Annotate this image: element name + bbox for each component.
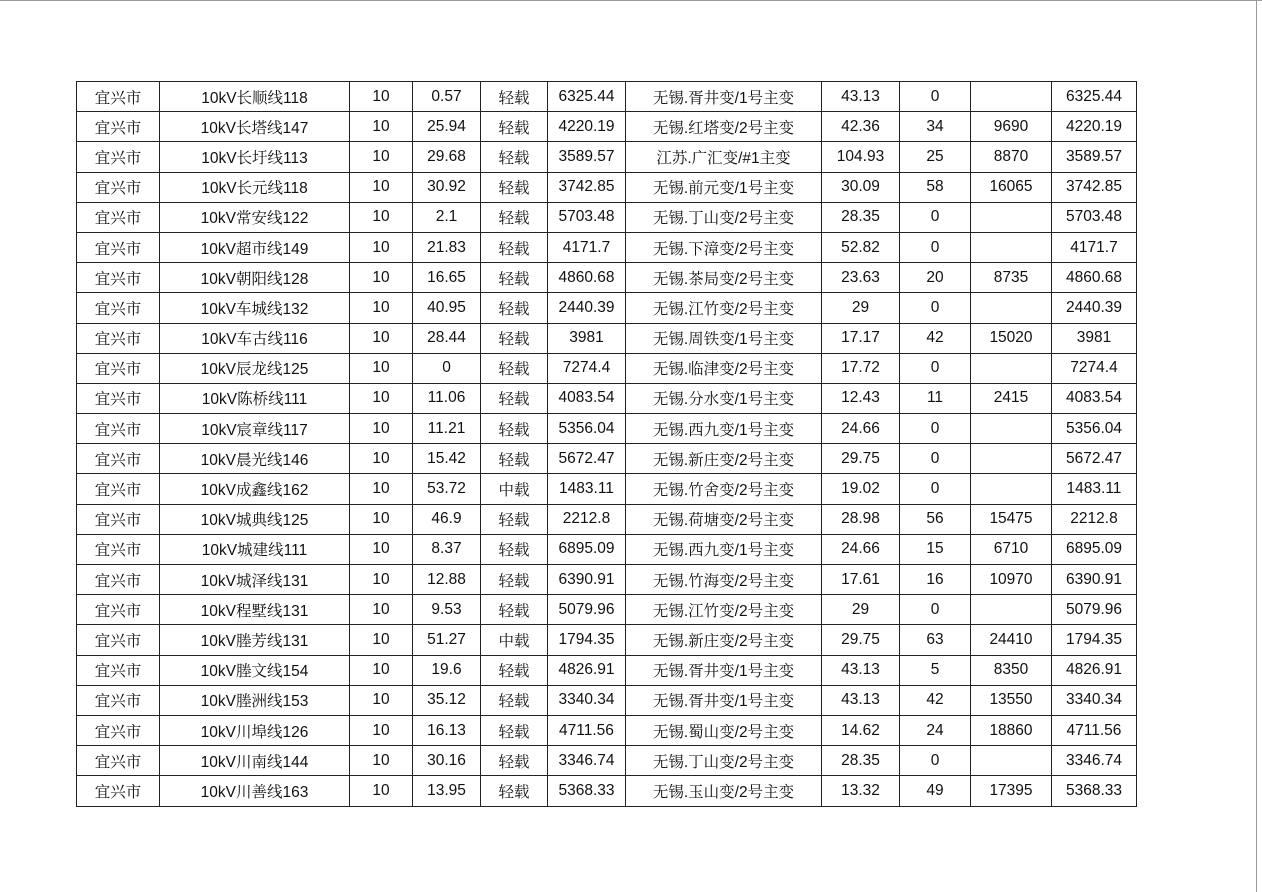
transformer-cell: 无锡.玉山变/2号主变	[626, 776, 822, 806]
load-status-cell: 轻载	[481, 172, 548, 202]
city-cell: 宜兴市	[77, 383, 160, 413]
line-name-cell: 10kV城建线111	[160, 534, 350, 564]
capacity-cell: 3340.34	[548, 685, 626, 715]
count-cell: 0	[900, 353, 971, 383]
load-rate-cell: 8.37	[413, 534, 481, 564]
transformer-cell: 无锡.新庄变/2号主变	[626, 625, 822, 655]
remaining-cell: 5368.33	[1052, 776, 1137, 806]
count-cell: 20	[900, 263, 971, 293]
transformer-cell: 无锡.胥井变/1号主变	[626, 685, 822, 715]
transformer-cell: 无锡.前元变/1号主变	[626, 172, 822, 202]
count-cell: 0	[900, 232, 971, 262]
table-row	[77, 715, 1137, 745]
transformer-cell: 无锡.丁山变/2号主变	[626, 202, 822, 232]
amount-cell: 8735	[971, 263, 1052, 293]
amount-cell: 9690	[971, 112, 1052, 142]
amount-cell: 6710	[971, 534, 1052, 564]
line-name-cell: 10kV川南线144	[160, 746, 350, 776]
load-status-cell: 轻载	[481, 746, 548, 776]
transformer-load-cell: 29.75	[822, 625, 900, 655]
load-rate-cell: 0	[413, 353, 481, 383]
capacity-cell: 3346.74	[548, 746, 626, 776]
city-cell: 宜兴市	[77, 263, 160, 293]
amount-cell	[971, 293, 1052, 323]
voltage-cell: 10	[350, 112, 413, 142]
city-cell: 宜兴市	[77, 595, 160, 625]
transformer-load-cell: 23.63	[822, 263, 900, 293]
capacity-cell: 2440.39	[548, 293, 626, 323]
city-cell: 宜兴市	[77, 232, 160, 262]
remaining-cell: 7274.4	[1052, 353, 1137, 383]
capacity-cell: 3742.85	[548, 172, 626, 202]
table-row	[77, 414, 1137, 444]
transformer-cell: 无锡.胥井变/1号主变	[626, 655, 822, 685]
city-cell: 宜兴市	[77, 82, 160, 112]
count-cell: 11	[900, 383, 971, 413]
transformer-cell: 无锡.临津变/2号主变	[626, 353, 822, 383]
table-row	[77, 202, 1137, 232]
transformer-load-cell: 24.66	[822, 534, 900, 564]
amount-cell: 2415	[971, 383, 1052, 413]
table-row	[77, 353, 1137, 383]
load-status-cell: 轻载	[481, 142, 548, 172]
transformer-load-cell: 42.36	[822, 112, 900, 142]
count-cell: 0	[900, 293, 971, 323]
voltage-cell: 10	[350, 595, 413, 625]
table-row	[77, 625, 1137, 655]
count-cell: 15	[900, 534, 971, 564]
city-cell: 宜兴市	[77, 112, 160, 142]
count-cell: 56	[900, 504, 971, 534]
table-row	[77, 232, 1137, 262]
load-rate-cell: 40.95	[413, 293, 481, 323]
transformer-cell: 无锡.胥井变/1号主变	[626, 82, 822, 112]
remaining-cell: 6390.91	[1052, 565, 1137, 595]
amount-cell	[971, 353, 1052, 383]
city-cell: 宜兴市	[77, 746, 160, 776]
amount-cell: 15475	[971, 504, 1052, 534]
load-rate-cell: 15.42	[413, 444, 481, 474]
load-rate-cell: 13.95	[413, 776, 481, 806]
amount-cell: 8350	[971, 655, 1052, 685]
amount-cell: 17395	[971, 776, 1052, 806]
line-name-cell: 10kV川埠线126	[160, 715, 350, 745]
line-name-cell: 10kV塍芳线131	[160, 625, 350, 655]
amount-cell	[971, 232, 1052, 262]
capacity-cell: 5368.33	[548, 776, 626, 806]
load-status-cell: 中载	[481, 625, 548, 655]
page-top-edge	[0, 0, 1262, 1]
count-cell: 25	[900, 142, 971, 172]
capacity-cell: 1483.11	[548, 474, 626, 504]
city-cell: 宜兴市	[77, 685, 160, 715]
count-cell: 34	[900, 112, 971, 142]
line-name-cell: 10kV长顺线118	[160, 82, 350, 112]
load-rate-cell: 11.21	[413, 414, 481, 444]
load-status-cell: 轻载	[481, 232, 548, 262]
transformer-load-cell: 17.17	[822, 323, 900, 353]
table-body	[77, 82, 1137, 807]
table-row	[77, 142, 1137, 172]
count-cell: 24	[900, 715, 971, 745]
transformer-cell: 无锡.新庄变/2号主变	[626, 444, 822, 474]
load-status-cell: 轻载	[481, 444, 548, 474]
load-status-cell: 轻载	[481, 414, 548, 444]
amount-cell	[971, 444, 1052, 474]
capacity-cell: 4860.68	[548, 263, 626, 293]
load-status-cell: 轻载	[481, 776, 548, 806]
remaining-cell: 2212.8	[1052, 504, 1137, 534]
voltage-cell: 10	[350, 202, 413, 232]
voltage-cell: 10	[350, 625, 413, 655]
capacity-cell: 3589.57	[548, 142, 626, 172]
amount-cell	[971, 474, 1052, 504]
load-rate-cell: 46.9	[413, 504, 481, 534]
count-cell: 42	[900, 323, 971, 353]
load-rate-cell: 19.6	[413, 655, 481, 685]
line-name-cell: 10kV朝阳线128	[160, 263, 350, 293]
transformer-load-cell: 14.62	[822, 715, 900, 745]
remaining-cell: 4171.7	[1052, 232, 1137, 262]
count-cell: 49	[900, 776, 971, 806]
table-row	[77, 112, 1137, 142]
remaining-cell: 4083.54	[1052, 383, 1137, 413]
transformer-load-cell: 24.66	[822, 414, 900, 444]
transformer-load-cell: 29	[822, 293, 900, 323]
capacity-cell: 6895.09	[548, 534, 626, 564]
transformer-cell: 无锡.丁山变/2号主变	[626, 746, 822, 776]
city-cell: 宜兴市	[77, 353, 160, 383]
count-cell: 58	[900, 172, 971, 202]
capacity-cell: 4711.56	[548, 715, 626, 745]
transformer-load-cell: 17.72	[822, 353, 900, 383]
load-rate-cell: 30.16	[413, 746, 481, 776]
line-name-cell: 10kV车古线116	[160, 323, 350, 353]
amount-cell: 13550	[971, 685, 1052, 715]
load-status-cell: 中载	[481, 474, 548, 504]
count-cell: 42	[900, 685, 971, 715]
line-name-cell: 10kV辰龙线125	[160, 353, 350, 383]
city-cell: 宜兴市	[77, 172, 160, 202]
load-status-cell: 轻载	[481, 655, 548, 685]
voltage-cell: 10	[350, 746, 413, 776]
load-status-cell: 轻载	[481, 353, 548, 383]
city-cell: 宜兴市	[77, 625, 160, 655]
load-rate-cell: 12.88	[413, 565, 481, 595]
table-row	[77, 655, 1137, 685]
table-row	[77, 504, 1137, 534]
city-cell: 宜兴市	[77, 655, 160, 685]
line-name-cell: 10kV陈桥线111	[160, 383, 350, 413]
amount-cell: 18860	[971, 715, 1052, 745]
remaining-cell: 3589.57	[1052, 142, 1137, 172]
city-cell: 宜兴市	[77, 715, 160, 745]
table-row	[77, 565, 1137, 595]
city-cell: 宜兴市	[77, 444, 160, 474]
line-name-cell: 10kV晨光线146	[160, 444, 350, 474]
load-rate-cell: 28.44	[413, 323, 481, 353]
count-cell: 0	[900, 595, 971, 625]
capacity-cell: 6325.44	[548, 82, 626, 112]
load-rate-cell: 11.06	[413, 383, 481, 413]
transformer-cell: 无锡.蜀山变/2号主变	[626, 715, 822, 745]
city-cell: 宜兴市	[77, 534, 160, 564]
voltage-cell: 10	[350, 323, 413, 353]
transformer-load-cell: 30.09	[822, 172, 900, 202]
transformer-cell: 无锡.周铁变/1号主变	[626, 323, 822, 353]
remaining-cell: 6325.44	[1052, 82, 1137, 112]
remaining-cell: 4220.19	[1052, 112, 1137, 142]
line-name-cell: 10kV长塔线147	[160, 112, 350, 142]
line-name-cell: 10kV程墅线131	[160, 595, 350, 625]
table-row	[77, 293, 1137, 323]
load-rate-cell: 30.92	[413, 172, 481, 202]
count-cell: 0	[900, 202, 971, 232]
capacity-cell: 3981	[548, 323, 626, 353]
capacity-cell: 6390.91	[548, 565, 626, 595]
load-status-cell: 轻载	[481, 263, 548, 293]
amount-cell: 15020	[971, 323, 1052, 353]
load-rate-cell: 0.57	[413, 82, 481, 112]
transformer-load-cell: 12.43	[822, 383, 900, 413]
voltage-cell: 10	[350, 444, 413, 474]
amount-cell: 24410	[971, 625, 1052, 655]
table-row	[77, 474, 1137, 504]
load-status-cell: 轻载	[481, 595, 548, 625]
count-cell: 63	[900, 625, 971, 655]
load-status-cell: 轻载	[481, 534, 548, 564]
line-name-cell: 10kV车城线132	[160, 293, 350, 323]
load-status-cell: 轻载	[481, 293, 548, 323]
transformer-load-cell: 17.61	[822, 565, 900, 595]
count-cell: 0	[900, 444, 971, 474]
line-name-cell: 10kV城泽线131	[160, 565, 350, 595]
remaining-cell: 2440.39	[1052, 293, 1137, 323]
capacity-cell: 4171.7	[548, 232, 626, 262]
capacity-cell: 4083.54	[548, 383, 626, 413]
page-right-edge	[1256, 0, 1257, 892]
city-cell: 宜兴市	[77, 414, 160, 444]
voltage-cell: 10	[350, 172, 413, 202]
count-cell: 0	[900, 82, 971, 112]
amount-cell	[971, 82, 1052, 112]
voltage-cell: 10	[350, 383, 413, 413]
voltage-cell: 10	[350, 474, 413, 504]
table-row	[77, 172, 1137, 202]
city-cell: 宜兴市	[77, 293, 160, 323]
remaining-cell: 3340.34	[1052, 685, 1137, 715]
transformer-cell: 江苏.广汇变/#1主变	[626, 142, 822, 172]
load-status-cell: 轻载	[481, 685, 548, 715]
table-row	[77, 82, 1137, 112]
voltage-cell: 10	[350, 504, 413, 534]
remaining-cell: 3346.74	[1052, 746, 1137, 776]
transformer-cell: 无锡.红塔变/2号主变	[626, 112, 822, 142]
capacity-cell: 5079.96	[548, 595, 626, 625]
transformer-cell: 无锡.竹舍变/2号主变	[626, 474, 822, 504]
load-rate-cell: 35.12	[413, 685, 481, 715]
voltage-cell: 10	[350, 293, 413, 323]
line-name-cell: 10kV超市线149	[160, 232, 350, 262]
remaining-cell: 6895.09	[1052, 534, 1137, 564]
line-name-cell: 10kV常安线122	[160, 202, 350, 232]
load-status-cell: 轻载	[481, 112, 548, 142]
transformer-load-cell: 43.13	[822, 685, 900, 715]
transformer-cell: 无锡.荷塘变/2号主变	[626, 504, 822, 534]
amount-cell: 16065	[971, 172, 1052, 202]
line-name-cell: 10kV塍洲线153	[160, 685, 350, 715]
transformer-load-cell: 29.75	[822, 444, 900, 474]
city-cell: 宜兴市	[77, 142, 160, 172]
amount-cell	[971, 595, 1052, 625]
transformer-cell: 无锡.江竹变/2号主变	[626, 595, 822, 625]
capacity-cell: 4220.19	[548, 112, 626, 142]
load-rate-cell: 53.72	[413, 474, 481, 504]
transformer-cell: 无锡.西九变/1号主变	[626, 414, 822, 444]
load-rate-cell: 9.53	[413, 595, 481, 625]
line-name-cell: 10kV城典线125	[160, 504, 350, 534]
load-status-cell: 轻载	[481, 504, 548, 534]
table-row	[77, 444, 1137, 474]
voltage-cell: 10	[350, 685, 413, 715]
remaining-cell: 4860.68	[1052, 263, 1137, 293]
transformer-load-cell: 28.98	[822, 504, 900, 534]
load-status-cell: 轻载	[481, 383, 548, 413]
voltage-cell: 10	[350, 715, 413, 745]
transformer-load-cell: 104.93	[822, 142, 900, 172]
amount-cell	[971, 202, 1052, 232]
table-row	[77, 776, 1137, 806]
table-row	[77, 323, 1137, 353]
capacity-cell: 5356.04	[548, 414, 626, 444]
transformer-load-cell: 28.35	[822, 746, 900, 776]
line-name-cell: 10kV成鑫线162	[160, 474, 350, 504]
table-row	[77, 263, 1137, 293]
capacity-cell: 5703.48	[548, 202, 626, 232]
transformer-cell: 无锡.江竹变/2号主变	[626, 293, 822, 323]
line-name-cell: 10kV长元线118	[160, 172, 350, 202]
transformer-cell: 无锡.下漳变/2号主变	[626, 232, 822, 262]
capacity-cell: 2212.8	[548, 504, 626, 534]
load-rate-cell: 2.1	[413, 202, 481, 232]
load-rate-cell: 21.83	[413, 232, 481, 262]
remaining-cell: 4711.56	[1052, 715, 1137, 745]
voltage-cell: 10	[350, 232, 413, 262]
table-row	[77, 595, 1137, 625]
transformer-cell: 无锡.分水变/1号主变	[626, 383, 822, 413]
city-cell: 宜兴市	[77, 504, 160, 534]
transformer-load-cell: 13.32	[822, 776, 900, 806]
transformer-load-cell: 28.35	[822, 202, 900, 232]
load-rate-cell: 29.68	[413, 142, 481, 172]
count-cell: 5	[900, 655, 971, 685]
remaining-cell: 3981	[1052, 323, 1137, 353]
transformer-load-cell: 29	[822, 595, 900, 625]
city-cell: 宜兴市	[77, 474, 160, 504]
line-name-cell: 10kV川善线163	[160, 776, 350, 806]
transformer-cell: 无锡.茶局变/2号主变	[626, 263, 822, 293]
load-status-cell: 轻载	[481, 82, 548, 112]
remaining-cell: 5356.04	[1052, 414, 1137, 444]
voltage-cell: 10	[350, 353, 413, 383]
transformer-cell: 无锡.竹海变/2号主变	[626, 565, 822, 595]
remaining-cell: 1483.11	[1052, 474, 1137, 504]
city-cell: 宜兴市	[77, 776, 160, 806]
transformer-load-cell: 52.82	[822, 232, 900, 262]
voltage-cell: 10	[350, 655, 413, 685]
table-row	[77, 383, 1137, 413]
voltage-cell: 10	[350, 776, 413, 806]
table-row	[77, 685, 1137, 715]
city-cell: 宜兴市	[77, 202, 160, 232]
transformer-load-cell: 43.13	[822, 655, 900, 685]
voltage-cell: 10	[350, 263, 413, 293]
transformer-load-cell: 19.02	[822, 474, 900, 504]
table-row	[77, 534, 1137, 564]
remaining-cell: 4826.91	[1052, 655, 1137, 685]
count-cell: 0	[900, 414, 971, 444]
capacity-cell: 1794.35	[548, 625, 626, 655]
voltage-cell: 10	[350, 565, 413, 595]
count-cell: 0	[900, 746, 971, 776]
voltage-cell: 10	[350, 142, 413, 172]
load-rate-cell: 16.65	[413, 263, 481, 293]
load-status-cell: 轻载	[481, 323, 548, 353]
voltage-cell: 10	[350, 414, 413, 444]
line-name-cell: 10kV塍文线154	[160, 655, 350, 685]
amount-cell: 10970	[971, 565, 1052, 595]
remaining-cell: 3742.85	[1052, 172, 1137, 202]
city-cell: 宜兴市	[77, 565, 160, 595]
line-name-cell: 10kV长圩线113	[160, 142, 350, 172]
capacity-cell: 4826.91	[548, 655, 626, 685]
remaining-cell: 5703.48	[1052, 202, 1137, 232]
voltage-cell: 10	[350, 534, 413, 564]
load-rate-cell: 16.13	[413, 715, 481, 745]
amount-cell: 8870	[971, 142, 1052, 172]
load-rate-cell: 25.94	[413, 112, 481, 142]
remaining-cell: 5672.47	[1052, 444, 1137, 474]
amount-cell	[971, 414, 1052, 444]
amount-cell	[971, 746, 1052, 776]
table-row	[77, 746, 1137, 776]
capacity-cell: 5672.47	[548, 444, 626, 474]
load-status-cell: 轻载	[481, 202, 548, 232]
voltage-cell: 10	[350, 82, 413, 112]
load-status-cell: 轻载	[481, 565, 548, 595]
city-cell: 宜兴市	[77, 323, 160, 353]
transformer-load-cell: 43.13	[822, 82, 900, 112]
line-name-cell: 10kV宸章线117	[160, 414, 350, 444]
capacity-cell: 7274.4	[548, 353, 626, 383]
count-cell: 16	[900, 565, 971, 595]
transformer-cell: 无锡.西九变/1号主变	[626, 534, 822, 564]
feeder-load-table	[76, 81, 1137, 807]
load-rate-cell: 51.27	[413, 625, 481, 655]
remaining-cell: 1794.35	[1052, 625, 1137, 655]
remaining-cell: 5079.96	[1052, 595, 1137, 625]
load-status-cell: 轻载	[481, 715, 548, 745]
count-cell: 0	[900, 474, 971, 504]
